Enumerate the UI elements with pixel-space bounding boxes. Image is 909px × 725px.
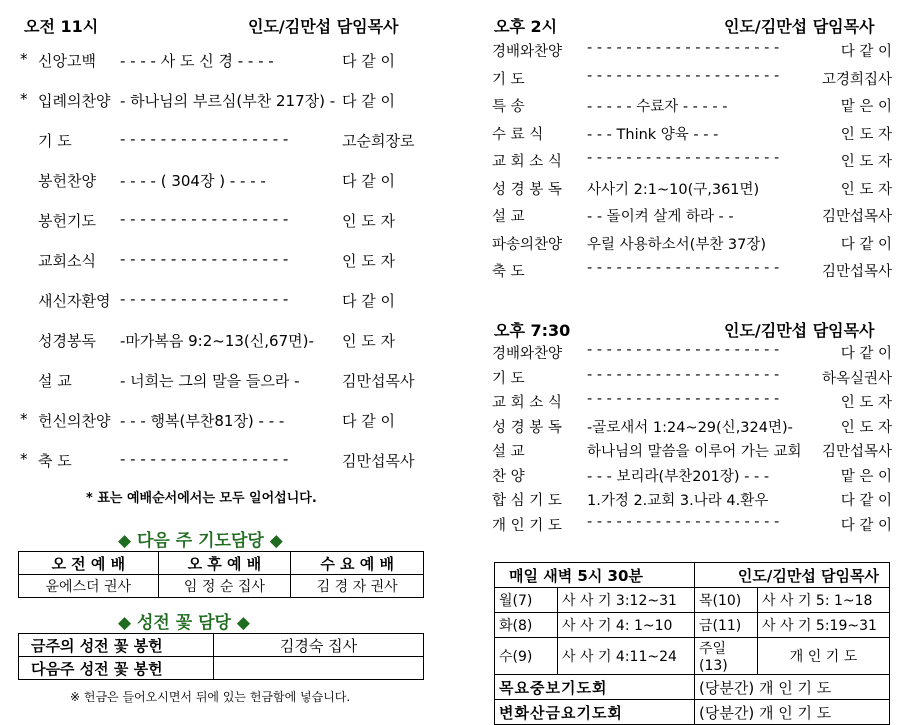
prayer-name-wed: 김 경 자 권사	[291, 575, 424, 598]
pm730-order-item	[492, 342, 892, 362]
pm730-order-item	[492, 465, 892, 485]
order-item-name: 교회소식	[38, 252, 96, 270]
order-item-person: 고순희장로	[342, 132, 415, 150]
order-item-name: 교 회 소 식	[492, 395, 562, 411]
order-item-person: 맡 은 이	[840, 468, 892, 485]
standing-mark: *	[20, 50, 28, 68]
order-item-person: 다 같 이	[342, 92, 396, 110]
dawn-text: 사 사 기 5: 1~18	[758, 588, 890, 613]
order-item-content: - - - - ( 304장 ) - - - -	[120, 172, 266, 190]
order-item-person: 다 같 이	[342, 412, 396, 430]
order-item-name: 경배와찬양	[492, 346, 563, 362]
order-item-name: 헌신의찬양	[38, 412, 111, 430]
pm2-order-item	[492, 260, 892, 280]
flower-duty-table	[18, 633, 424, 680]
dawn-text: 사 사 기 3:12~31	[558, 588, 695, 613]
order-item-content: - - - - - 수료자 - - - - -	[587, 99, 728, 115]
order-item-name: 특 송	[492, 99, 525, 115]
am-order-item	[20, 330, 420, 352]
standing-mark: *	[20, 90, 28, 108]
standing-mark: *	[20, 450, 28, 468]
pm2-service-time: 오후 2시	[494, 17, 558, 36]
flower-duty-title: ◆ 성전 꽃 담당 ◆	[118, 613, 250, 633]
order-item-person: 인 도 자	[840, 181, 892, 198]
order-item-name: 봉헌기도	[38, 212, 96, 230]
order-item-person: 맡 은 이	[840, 99, 892, 115]
order-item-person: 다 같 이	[342, 52, 396, 70]
am-order-item	[20, 410, 420, 432]
dawn-day: 수(9)	[495, 638, 558, 675]
dawn-day: 월(7)	[495, 588, 558, 613]
order-item-content: - - - - - - - - - - - - - - - - -	[120, 290, 289, 308]
friday-prayer-label: 변화산금요기도회	[495, 700, 695, 725]
order-item-name: 설 교	[492, 209, 525, 225]
prayer-header-wed: 수 요 예 배	[291, 552, 424, 575]
order-item-content: - 하나님의 부르심(부찬 217장) -	[120, 92, 336, 110]
flower-row-next-week-label: 다음주 성전 꽃 봉헌	[19, 657, 214, 680]
order-item-person: 김만섭목사	[821, 209, 892, 225]
am-order-item	[20, 130, 420, 152]
pm2-order-item	[492, 233, 892, 253]
order-item-content: - - - - - - - - - - - - - - - - - - - -	[587, 40, 780, 56]
order-item-content: - - - - - - - - - - - - - - - - - - - -	[587, 150, 780, 166]
order-item-person: 김만섭목사	[342, 452, 415, 470]
order-item-person: 인 도 자	[342, 332, 396, 350]
order-item-content: -마가복음 9:2~13(신,67면)-	[120, 332, 314, 350]
standing-mark: *	[20, 410, 28, 428]
order-item-person: 다 같 이	[840, 517, 892, 534]
order-item-content: - - - - - - - - - - - - - - - - -	[120, 130, 289, 148]
pm2-order-item	[492, 123, 892, 143]
pm730-order-item	[492, 367, 892, 387]
dawn-day: 화(8)	[495, 613, 558, 638]
prayer-duty-title: ◆ 다음 주 기도담당 ◆	[118, 531, 283, 551]
order-item-name: 교 회 소 식	[492, 154, 562, 170]
order-item-person: 다 같 이	[840, 236, 892, 253]
order-item-content: 사사기 2:1~10(구,361면)	[587, 181, 760, 198]
order-item-name: 수 료 식	[492, 126, 544, 143]
order-item-content: 하나님의 말씀을 이루어 가는 교회	[587, 444, 802, 460]
order-item-content: -골로새서 1:24~29(신,324면)-	[587, 419, 793, 436]
order-item-name: 입례의찬양	[38, 92, 111, 110]
order-item-content: - - - - - - - - - - - - - - - - - - - -	[587, 366, 780, 383]
pm730-service-time: 오후 7:30	[494, 321, 571, 340]
offering-note: ※ 헌금은 들어오시면서 뒤에 있는 헌금함에 넣습니다.	[70, 690, 351, 704]
order-item-content: 1.가정 2.교회 3.나라 4.환우	[587, 493, 769, 509]
order-item-content: - - - - - - - - - - - - - - - - - - - -	[587, 342, 780, 358]
order-item-person: 인 도 자	[840, 126, 892, 143]
order-item-name: 합 심 기 도	[492, 493, 562, 509]
pm2-service-leader: 인도/김만섭 담임목사	[724, 17, 875, 36]
dawn-text: 사 사 기 4:11~24	[558, 638, 695, 675]
order-item-content: - - - 행복(부찬81장) - - -	[120, 412, 285, 430]
pm730-order-item	[492, 514, 892, 534]
order-item-name: 설 교	[38, 372, 72, 390]
order-item-content: - 너희는 그의 말을 들으라 -	[120, 372, 300, 390]
pm730-order-item	[492, 440, 892, 460]
order-item-name: 신앙고백	[38, 52, 96, 70]
am-order-item	[20, 370, 420, 392]
flower-row-this-week-label: 금주의 성전 꽃 봉헌	[19, 634, 214, 657]
standing-note: * 표는 예배순서에서는 모두 일어섭니다.	[86, 491, 317, 506]
am-order-item	[20, 210, 420, 232]
flower-row-this-week-name: 김경숙 집사	[214, 634, 424, 657]
thursday-prayer-value: (당분간) 개 인 기 도	[695, 675, 890, 700]
pm730-order-item	[492, 416, 892, 436]
order-item-name: 기 도	[492, 370, 525, 387]
dawn-text: 개 인 기 도	[758, 638, 890, 675]
am-order-item	[20, 290, 420, 312]
pm2-order-item	[492, 150, 892, 170]
order-item-name: 축 도	[38, 452, 72, 470]
dawn-prayer-table	[494, 562, 890, 725]
order-item-person: 다 같 이	[342, 292, 396, 310]
pm2-order-item	[492, 68, 892, 88]
order-item-person: 인 도 자	[840, 395, 892, 411]
order-item-content: - - - - - - - - - - - - - - - - -	[120, 450, 289, 468]
am-order-item	[20, 170, 420, 192]
order-item-name: 개 인 기 도	[492, 517, 562, 534]
prayer-name-pm: 임 정 순 집사	[158, 575, 291, 598]
am-order-item	[20, 50, 420, 72]
prayer-header-am: 오 전 예 배	[19, 552, 159, 575]
prayer-header-pm: 오 후 예 배	[158, 552, 291, 575]
dawn-day: 금(11)	[695, 613, 758, 638]
order-item-name: 축 도	[492, 264, 525, 280]
pm2-order-item	[492, 205, 892, 225]
order-item-content: - - - - - - - - - - - - - - - - - - - -	[587, 513, 780, 530]
pm730-order-item	[492, 489, 892, 509]
dawn-title: 매일 새벽 5시 30분	[495, 563, 695, 588]
dawn-text: 사 사 기 5:19~31	[758, 613, 890, 638]
am-order-item	[20, 450, 420, 472]
order-item-name: 경배와찬양	[492, 44, 563, 60]
order-item-name: 찬 양	[492, 468, 525, 485]
flower-row-next-week-name	[214, 657, 424, 680]
dawn-day: 목(10)	[695, 588, 758, 613]
prayer-name-am: 윤에스더 권사	[19, 575, 159, 598]
order-item-person: 인 도 자	[840, 154, 892, 170]
order-item-person: 김만섭목사	[821, 444, 892, 460]
order-item-content: - - - - - - - - - - - - - - - - - - - -	[587, 391, 780, 407]
order-item-person: 김만섭목사	[342, 372, 415, 390]
order-item-content: - - - Think 양육 - - -	[587, 126, 719, 143]
order-item-name: 기 도	[492, 71, 525, 88]
order-item-person: 인 도 자	[342, 252, 396, 270]
dawn-text: 사 사 기 4: 1~10	[558, 613, 695, 638]
order-item-name: 봉헌찬양	[38, 172, 96, 190]
order-item-name: 기 도	[38, 132, 72, 150]
order-item-person: 인 도 자	[840, 419, 892, 436]
order-item-person: 다 같 이	[840, 493, 892, 509]
order-item-content: - - 돌이켜 살게 하라 - -	[587, 209, 734, 225]
pm2-order-item	[492, 178, 892, 198]
am-order-item	[20, 250, 420, 272]
thursday-prayer-label: 목요중보기도회	[495, 675, 695, 700]
prayer-duty-table	[18, 551, 424, 598]
order-item-name: 성 경 봉 독	[492, 181, 562, 198]
dawn-leader: 인도/김만섭 담임목사	[695, 563, 890, 588]
am-service-time: 오전 11시	[24, 17, 99, 36]
order-item-content: - - - - - - - - - - - - - - - - - - - -	[587, 67, 780, 84]
pm2-order-item	[492, 40, 892, 60]
order-item-content: 우릴 사용하소서(부찬 37장)	[587, 236, 767, 253]
order-item-content: - - - 보리라(부찬201장) - - -	[587, 468, 770, 485]
order-item-person: 고경희집사	[821, 71, 892, 88]
pm730-order-item	[492, 391, 892, 411]
order-item-name: 새신자환영	[38, 292, 111, 310]
order-item-content: - - - - - - - - - - - - - - - - -	[120, 210, 289, 228]
order-item-content: - - - - - - - - - - - - - - - - - - - -	[587, 260, 780, 276]
order-item-name: 성 경 봉 독	[492, 419, 562, 436]
dawn-day: 주일(13)	[695, 638, 758, 675]
order-item-person: 다 같 이	[840, 346, 892, 362]
order-item-name: 성경봉독	[38, 332, 96, 350]
am-service-leader: 인도/김만섭 담임목사	[248, 17, 399, 36]
order-item-person: 다 같 이	[342, 172, 396, 190]
order-item-person: 인 도 자	[342, 212, 396, 230]
order-item-content: - - - - - - - - - - - - - - - - -	[120, 250, 289, 268]
order-item-name: 설 교	[492, 444, 525, 460]
order-item-person: 하옥실권사	[821, 370, 892, 387]
pm730-service-leader: 인도/김만섭 담임목사	[724, 321, 875, 340]
order-item-name: 파송의찬양	[492, 236, 563, 253]
order-item-person: 김만섭목사	[821, 264, 892, 280]
am-order-item	[20, 90, 420, 112]
order-item-content: - - - - 사 도 신 경 - - - -	[120, 52, 274, 70]
friday-prayer-value: (당분간) 개 인 기 도	[695, 700, 890, 725]
order-item-person: 다 같 이	[840, 44, 892, 60]
pm2-order-item	[492, 95, 892, 115]
